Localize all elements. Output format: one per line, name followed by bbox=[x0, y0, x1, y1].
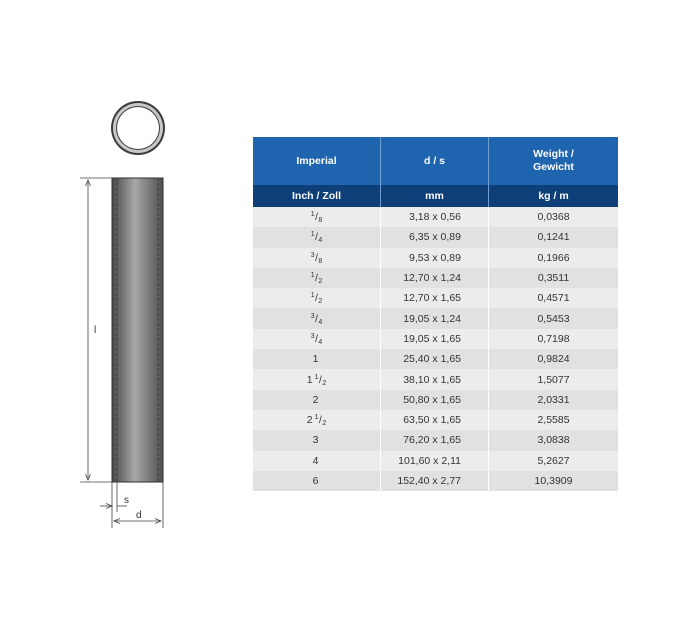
subheader-mm: mm bbox=[381, 185, 489, 207]
table-row bbox=[253, 451, 618, 471]
table-row bbox=[253, 349, 618, 369]
table-row bbox=[253, 471, 618, 491]
cell-weight: 1,5077 bbox=[489, 369, 618, 389]
table-row bbox=[253, 248, 618, 268]
inch-fraction bbox=[311, 292, 323, 304]
fraction-slash: / bbox=[319, 374, 322, 386]
table-row bbox=[253, 268, 618, 288]
inch-whole: 4 bbox=[312, 454, 319, 467]
table-row bbox=[253, 207, 618, 227]
cell-inch bbox=[253, 227, 381, 247]
cell-dimensions: 9,53 x 0,89 bbox=[381, 248, 489, 268]
cell-weight: 0,3511 bbox=[489, 268, 618, 288]
header-d-s: d / s bbox=[381, 137, 489, 185]
fraction-denominator: 2 bbox=[322, 420, 327, 428]
table-header-row bbox=[253, 137, 618, 185]
cell-inch bbox=[253, 451, 381, 471]
tube-drawing bbox=[0, 0, 250, 630]
table-row bbox=[253, 369, 618, 389]
cell-weight: 3,0838 bbox=[489, 430, 618, 450]
fraction-numerator: 1 bbox=[310, 272, 315, 280]
inch-fraction bbox=[315, 414, 327, 426]
fraction-numerator: 1 bbox=[310, 211, 315, 219]
inch-fraction bbox=[311, 333, 323, 345]
cell-dimensions: 12,70 x 1,65 bbox=[381, 288, 489, 308]
cell-inch bbox=[253, 430, 381, 450]
fraction-numerator: 1 bbox=[314, 373, 319, 381]
inch-whole: 2 bbox=[312, 393, 319, 406]
fraction-denominator: 8 bbox=[318, 257, 323, 265]
fraction-slash: / bbox=[315, 293, 318, 305]
header-weight-label: Weight / Gewicht bbox=[533, 148, 574, 173]
cell-inch bbox=[253, 471, 381, 491]
table-row bbox=[253, 329, 618, 349]
header-weight bbox=[489, 137, 618, 185]
cell-inch bbox=[253, 329, 381, 349]
fraction-slash: / bbox=[315, 273, 318, 285]
fraction-denominator: 4 bbox=[318, 237, 323, 245]
cell-dimensions: 12,70 x 1,24 bbox=[381, 268, 489, 288]
fraction-numerator: 1 bbox=[310, 231, 315, 239]
fraction-slash: / bbox=[315, 232, 318, 244]
inch-whole: 6 bbox=[312, 475, 319, 487]
fraction-denominator: 8 bbox=[318, 217, 323, 225]
cell-weight: 0,1241 bbox=[489, 227, 618, 247]
fraction-numerator: 1 bbox=[310, 292, 315, 300]
fraction-denominator: 2 bbox=[318, 298, 323, 306]
fraction-numerator: 3 bbox=[310, 332, 315, 340]
cell-inch bbox=[253, 308, 381, 328]
fraction-denominator: 2 bbox=[322, 379, 327, 387]
fraction-slash: / bbox=[315, 252, 318, 264]
fraction-denominator: 4 bbox=[318, 338, 323, 346]
inch-whole: 1 bbox=[312, 353, 319, 366]
inch-whole: 1 bbox=[306, 373, 313, 386]
cell-weight: 0,0368 bbox=[489, 207, 618, 227]
cell-dimensions: 50,80 x 1,65 bbox=[381, 390, 489, 410]
table-subheader-row bbox=[253, 185, 618, 207]
inch-fraction bbox=[315, 374, 327, 386]
diameter-label: d bbox=[136, 510, 142, 521]
inch-fraction bbox=[311, 231, 323, 243]
cell-weight: 0,1966 bbox=[489, 248, 618, 268]
spec-table bbox=[253, 137, 618, 491]
inch-fraction bbox=[311, 272, 323, 284]
cell-inch bbox=[253, 288, 381, 308]
cell-weight: 0,5453 bbox=[489, 308, 618, 328]
cell-dimensions: 76,20 x 1,65 bbox=[381, 430, 489, 450]
tube-cross-section bbox=[111, 101, 165, 155]
cell-weight: 5,2627 bbox=[489, 451, 618, 471]
cell-inch bbox=[253, 390, 381, 410]
inch-fraction bbox=[311, 211, 323, 223]
cell-dimensions: 6,35 x 0,89 bbox=[381, 227, 489, 247]
cell-dimensions: 19,05 x 1,24 bbox=[381, 308, 489, 328]
cell-dimensions: 38,10 x 1,65 bbox=[381, 369, 489, 389]
table-row bbox=[253, 410, 618, 430]
inch-whole: 2 bbox=[306, 414, 313, 427]
subheader-inch: Inch / Zoll bbox=[253, 185, 381, 207]
fraction-slash: / bbox=[319, 415, 322, 427]
fraction-denominator: 2 bbox=[318, 278, 323, 286]
subheader-kgm: kg / m bbox=[489, 185, 618, 207]
cell-inch bbox=[253, 410, 381, 430]
cell-dimensions: 3,18 x 0,56 bbox=[381, 207, 489, 227]
inch-fraction bbox=[311, 252, 323, 264]
fraction-numerator: 1 bbox=[314, 414, 319, 422]
cell-weight: 0,4571 bbox=[489, 288, 618, 308]
table-row bbox=[253, 227, 618, 247]
cell-inch bbox=[253, 248, 381, 268]
diameter-dimension bbox=[114, 482, 163, 528]
table-row bbox=[253, 308, 618, 328]
fraction-slash: / bbox=[315, 212, 318, 224]
header-imperial: Imperial bbox=[253, 137, 381, 185]
cell-weight: 2,5585 bbox=[489, 410, 618, 430]
fraction-slash: / bbox=[315, 333, 318, 345]
cell-inch bbox=[253, 268, 381, 288]
fraction-numerator: 3 bbox=[310, 251, 315, 259]
cell-weight: 0,7198 bbox=[489, 329, 618, 349]
cell-weight: 10,3909 bbox=[489, 471, 618, 491]
cell-inch bbox=[253, 369, 381, 389]
cell-inch bbox=[253, 349, 381, 369]
cell-dimensions: 19,05 x 1,65 bbox=[381, 329, 489, 349]
cell-dimensions: 63,50 x 1,65 bbox=[381, 410, 489, 430]
tube-side-view bbox=[112, 178, 163, 482]
fraction-slash: / bbox=[315, 313, 318, 325]
wall-label: s bbox=[124, 495, 129, 506]
table-row bbox=[253, 288, 618, 308]
cell-dimensions: 25,40 x 1,65 bbox=[381, 349, 489, 369]
length-label: l bbox=[94, 325, 97, 336]
fraction-denominator: 4 bbox=[318, 318, 323, 326]
cell-weight: 0,9824 bbox=[489, 349, 618, 369]
table-row bbox=[253, 390, 618, 410]
inch-fraction bbox=[311, 313, 323, 325]
inch-whole: 3 bbox=[312, 434, 319, 447]
cell-weight: 2,0331 bbox=[489, 390, 618, 410]
cell-dimensions: 152,40 x 2,77 bbox=[381, 471, 489, 491]
table-row bbox=[253, 430, 618, 450]
fraction-numerator: 3 bbox=[310, 312, 315, 320]
cell-dimensions: 101,60 x 2,11 bbox=[381, 451, 489, 471]
cell-inch bbox=[253, 207, 381, 227]
